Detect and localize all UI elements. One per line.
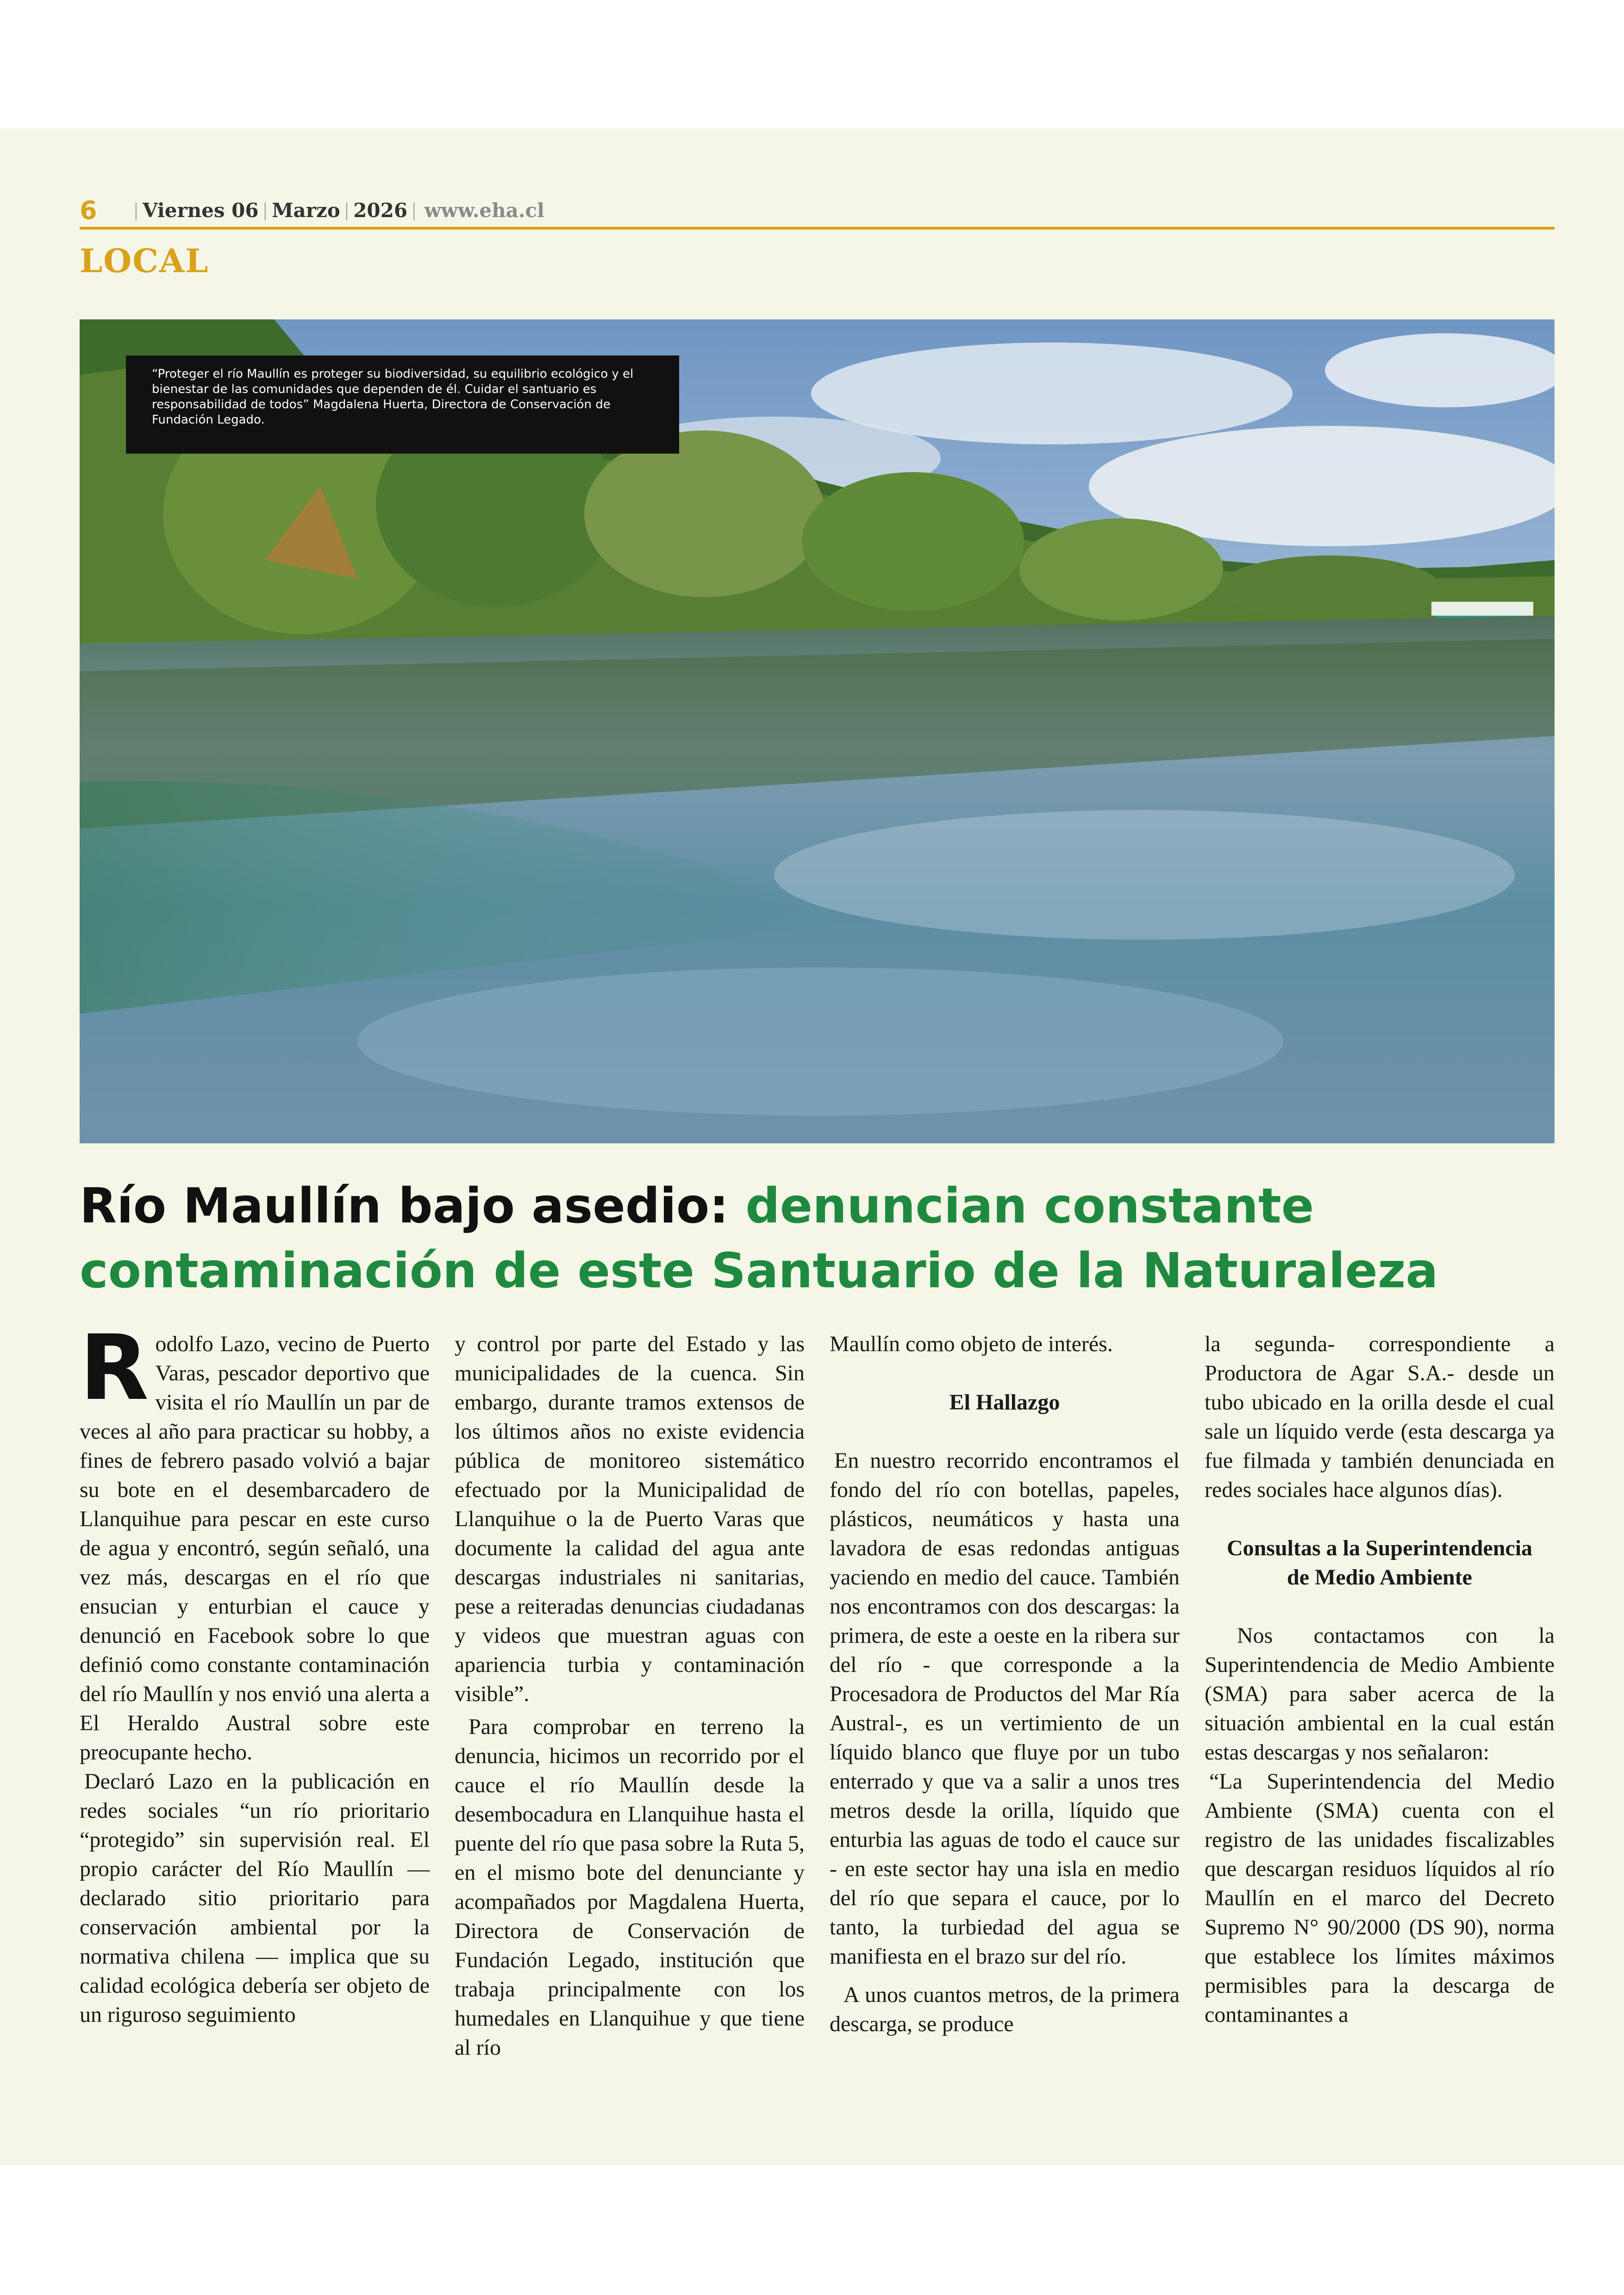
river-photo bbox=[80, 319, 1555, 1143]
header-separator: | bbox=[263, 200, 268, 221]
article-paragraph: la segunda- correspondiente a Productora de Agar S.A.- desde un tubo ubicado en la orilla desde el cual sale un líquido verde (esta descarga ya fue filmada y también denunciada en redes sociales hace algunos días). bbox=[1205, 1332, 1555, 1502]
drop-cap: R bbox=[80, 1316, 149, 1420]
paragraph-text: odolfo Lazo, vecino de Puerto Varas, pescador deportivo que visita el río Maullín un par de veces al año para practicar su hobby, a fines de febrero pasado volvió a bajar su bote en el desembarcadero de Llanquihue para pescar en este curso de agua y encontró, según señaló, una vez más, descargas en el río que ensucian y enturbian el cauce y denunció en Facebook sobre lo que definió como constante contaminación del río Maullín y nos envió una alerta a El Heraldo Austral sobre este preocupante hecho. bbox=[80, 1332, 430, 1765]
header-year: 2026 bbox=[353, 199, 408, 222]
photo-caption: “Proteger el río Maullín es proteger su biodiversidad, su equilibrio ecológico y el bienestar de las comunidades que dependen de él. Cuidar el santuario es responsabilidad de todos” Magdalena Huerta, Directora de Conservación de Fundación Legado. bbox=[126, 355, 679, 454]
article-paragraph bbox=[80, 1316, 430, 1767]
header-month: Marzo bbox=[272, 199, 340, 222]
section-label: LOCAL bbox=[80, 242, 209, 280]
article-paragraph: Declaró Lazo en la publicación en redes sociales “un río prioritario “protegido” sin supervisión real. El propio carácter del Río Maullín — declarado sitio prioritario para conservación ambiental por la normativa chilena — implica que su calidad ecológica debería ser objeto de un riguroso seguimiento bbox=[80, 1769, 430, 2027]
page-header bbox=[80, 193, 1555, 230]
article-column-4 bbox=[1205, 1329, 1555, 2029]
article-column-2 bbox=[455, 1329, 805, 2062]
article-paragraph: Nos contactamos con la Superintendencia de Medio Ambiente (SMA) para saber acerca de la situación ambiental en la cual están estas descargas y nos señalaron: bbox=[1205, 1623, 1555, 1765]
header-separator: | bbox=[412, 200, 416, 221]
article-paragraph: A unos cuantos metros, de la primera descarga, se produce bbox=[830, 1983, 1180, 2036]
article-column-3 bbox=[830, 1329, 1180, 2039]
header-day: Viernes 06 bbox=[143, 199, 259, 222]
article-paragraph: En nuestro recorrido encontramos el fondo del río con botellas, papeles, plásticos, neumáticos y hasta una lavadora de esas redondas antiguas yaciendo en medio del cauce. También nos encontramos con dos descargas: la primera, de este a oeste en la ribera sur del río - que corresponde a la Procesadora de Productos del Mar Ría Austral-, es un vertimiento de un líquido blanco que fluye por un tubo enterrado y que va a salir a unos tres metros desde la orilla, líquido que enturbia las aguas de todo el cauce sur - en este sector hay una isla en medio del río que separa el cauce, por lo tanto, la turbiedad del agua se manifiesta en el brazo sur del río. bbox=[830, 1448, 1180, 1969]
header-separator: | bbox=[134, 200, 138, 221]
headline-green: denuncian constante contaminación de este Santuario de la Naturaleza bbox=[80, 1178, 1438, 1299]
article-paragraph: Maullín como objeto de interés. bbox=[830, 1332, 1113, 1356]
article-paragraph: “La Superintendencia del Medio Ambiente (SMA) cuenta con el registro de las unidades fiscalizables que descargan residuos líquidos al río Maullín en el marco del Decreto Supremo N° 90/2000 (DS 90), norma que establece los límites máximos permisibles para la descarga de contaminantes a bbox=[1205, 1769, 1555, 2027]
subheading-hallazgo: El Hallazgo bbox=[949, 1390, 1060, 1415]
headline-black: Río Maullín bajo asedio: bbox=[80, 1178, 746, 1234]
article-paragraph: Para comprobar en terreno la denuncia, hicimos un recorrido por el cauce el río Maullín desde la desembocadura en Llanquihue hasta el puente del río que pasa sobre la Ruta 5, en el mismo bote del denunciante y acompañados por Magdalena Huerta, Directora de Conservación de Fundación Legado, institución que trabaja principalmente con los humedales en Llanquihue y que tiene al río bbox=[455, 1715, 805, 2060]
article-headline bbox=[80, 1173, 1555, 1303]
subheading-consultas: Consultas a la Superintendencia de Medio Ambiente bbox=[1226, 1536, 1533, 1590]
header-url[interactable]: www.eha.cl bbox=[424, 199, 545, 222]
header-separator: | bbox=[344, 200, 349, 221]
article-paragraph: y control por parte del Estado y las municipalidades de la cuenca. Sin embargo, durante tramos extensos de los últimos años no existe evidencia pública de monitoreo sistemático efectuado por la Municipalidad de Llanquihue o la de Puerto Varas que documente la calidad del agua ante descargas industriales ni sanitarias, pese a reiteradas denuncias ciudadanas y videos que muestran aguas con apariencia turbia y contaminación visible”. bbox=[455, 1332, 805, 1706]
article-body bbox=[80, 1316, 1555, 2089]
article-column-1 bbox=[80, 1316, 430, 2029]
page-number: 6 bbox=[80, 195, 97, 225]
